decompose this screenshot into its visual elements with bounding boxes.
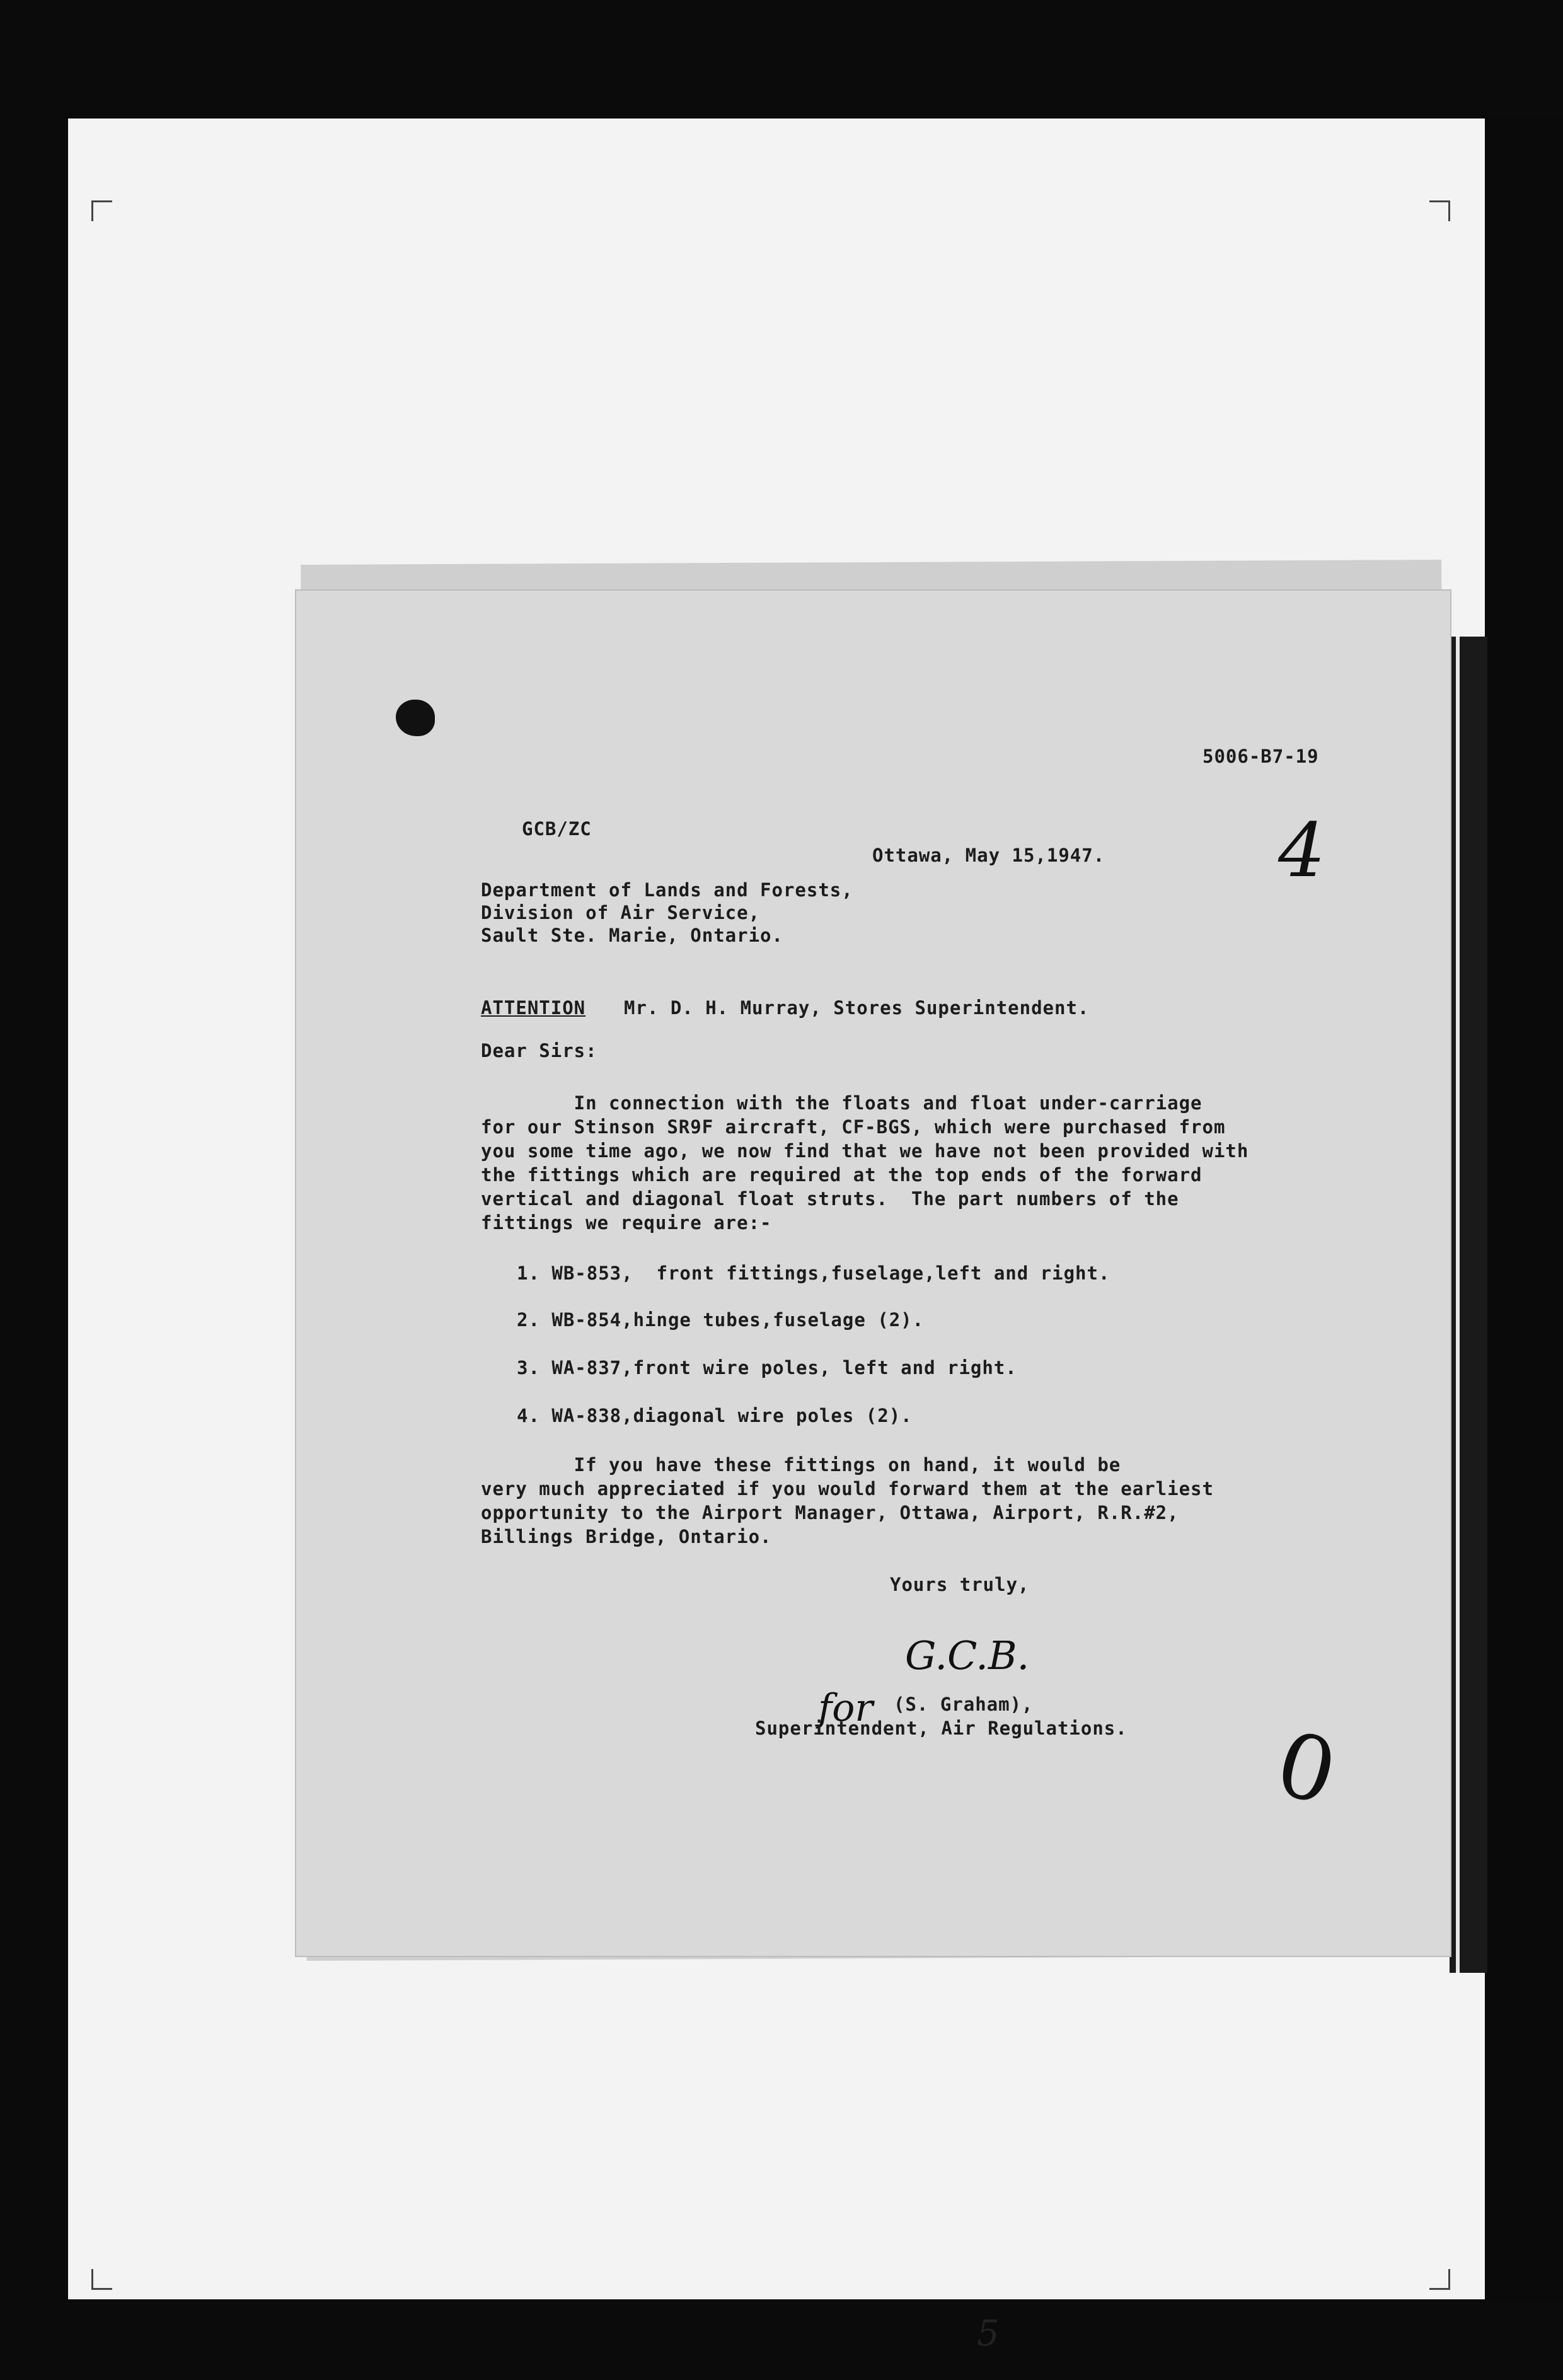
bottom-mark-handwritten: 5 [977,2313,1000,2354]
crop-mark [91,2269,112,2290]
closing: Yours truly, [890,1574,1030,1595]
list-item: 4. WA-838,diagonal wire poles (2). [517,1405,913,1426]
signer-title: Superintendent, Air Regulations. [755,1718,1128,1739]
list-item: 3. WA-837,front wire poles, left and right. [517,1357,1017,1378]
margin-mark-handwritten: 0 [1266,1712,1347,1826]
file-number: 5006-B7-19 [1203,746,1319,767]
body-line: opportunity to the Airport Manager, Ottawa, Airport, R.R.#2, [481,1502,1179,1523]
crop-mark [1429,2269,1450,2290]
list-item: 2. WB-854,hinge tubes,fuselage (2). [517,1309,925,1331]
body-line: Billings Bridge, Ontario. [481,1526,772,1547]
signature-for: for [818,1686,874,1730]
signer-name: (S. Graham), [894,1694,1034,1715]
addressee-line: Department of Lands and Forests, [481,879,853,901]
film-border [1485,118,1563,2299]
page-edge [1450,637,1487,1973]
body-line: for our Stinson SR9F aircraft, CF-BGS, which were purchased from [481,1116,1226,1138]
addressee-line: Sault Ste. Marie, Ontario. [481,925,783,946]
crop-mark [1429,200,1450,221]
addressee-line: Division of Air Service, [481,902,761,923]
body-line: vertical and diagonal float struts. The part numbers of the [481,1188,1179,1210]
punch-hole [396,700,435,736]
body-line: you some time ago, we now find that we have not been provided with [481,1140,1249,1162]
salutation: Dear Sirs: [481,1040,597,1061]
body-line: the fittings which are required at the top ends of the forward [481,1164,1203,1186]
page-mark-handwritten: 4 [1278,807,1326,894]
signature-initials: G.C.B. [905,1632,1030,1678]
attention-text: Mr. D. H. Murray, Stores Superintendent. [624,997,1090,1019]
list-item: 1. WB-853, front fittings,fuselage,left and right. [517,1262,1110,1284]
body-line: fittings we require are:- [481,1212,772,1233]
attention-label: ATTENTION [481,997,586,1019]
body-line: very much appreciated if you would forward them at the earliest [481,1478,1214,1499]
body-line: In connection with the floats and float under-carriage [481,1092,1203,1114]
reference-initials: GCB/ZC [522,818,592,840]
place-date: Ottawa, May 15,1947. [872,845,1105,866]
crop-mark [91,200,112,221]
letter-page [295,589,1451,1957]
body-line: If you have these fittings on hand, it would be [481,1454,1121,1476]
